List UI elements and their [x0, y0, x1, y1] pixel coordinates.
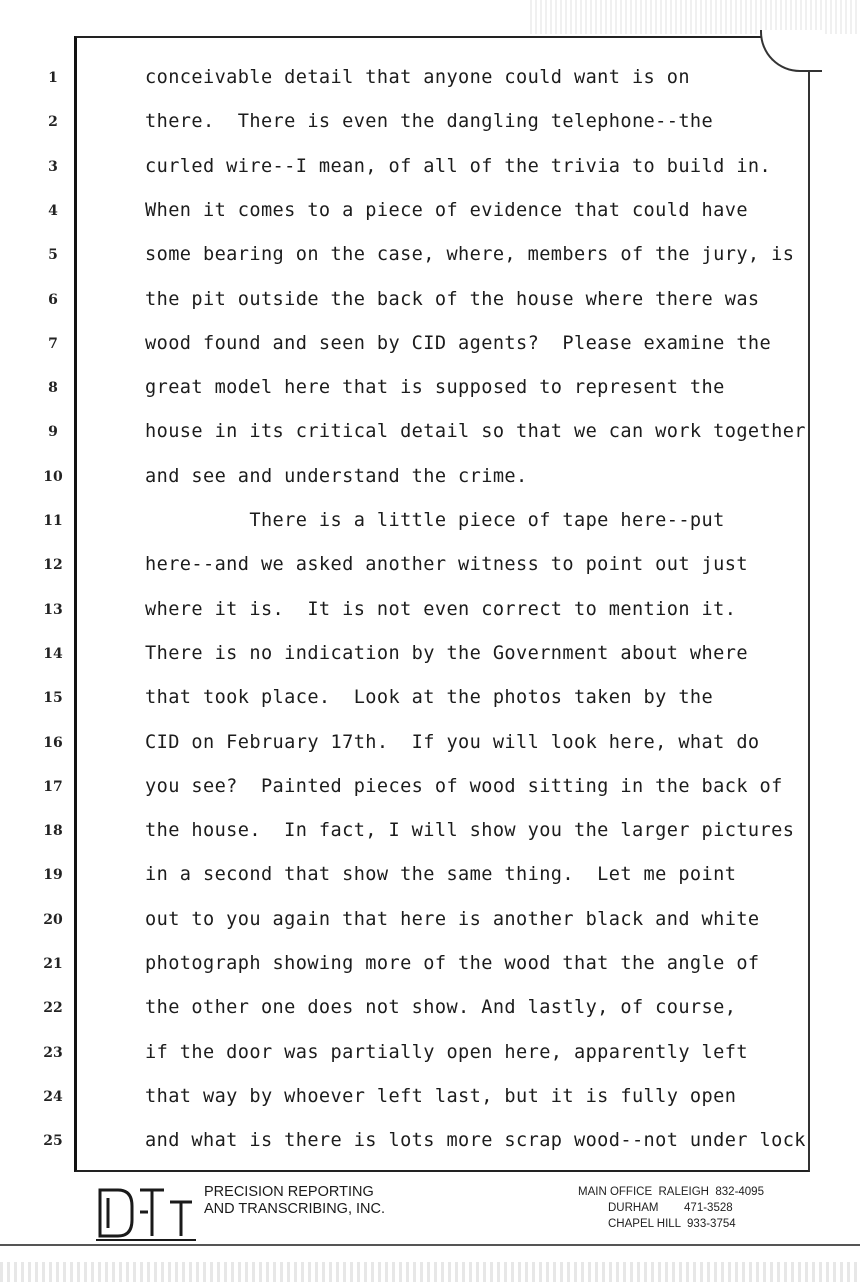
line-number: 8 [48, 380, 58, 396]
line-number: 5 [48, 247, 58, 263]
line-number: 4 [48, 203, 58, 219]
transcript-line: there. There is even the dangling telephone--the [145, 111, 714, 132]
transcript-line: CID on February 17th. If you will look here, what do [145, 732, 760, 753]
transcript-line: and see and understand the crime. [145, 466, 528, 487]
transcript-line: you see? Painted pieces of wood sitting in the back of [145, 776, 783, 797]
line-number: 12 [43, 557, 63, 573]
line-number: 3 [48, 159, 58, 175]
transcript-line: the pit outside the back of the house where there was [145, 289, 760, 310]
transcript-line: out to you again that here is another black and white [145, 909, 760, 930]
line-number: 18 [43, 823, 63, 839]
footer [96, 1180, 816, 1250]
line-number: 22 [43, 1000, 63, 1016]
bottom-rule [0, 1244, 860, 1246]
transcript-line: wood found and seen by CID agents? Please examine the [145, 333, 772, 354]
company-name-line-2: AND TRANSCRIBING, INC. [204, 1201, 386, 1217]
transcript-line: conceivable detail that anyone could want is on [145, 67, 690, 88]
transcript-line: that way by whoever left last, but it is fully open [145, 1086, 737, 1107]
transcript-line: in a second that show the same thing. Let me point [145, 864, 737, 885]
transcript-line: where it is. It is not even correct to mention it. [145, 599, 737, 620]
line-number: 23 [43, 1045, 63, 1061]
office-main-raleigh: MAIN OFFICE RALEIGH 832-4095 [578, 1186, 764, 1198]
transcript-line: if the door was partially open here, apparently left [145, 1042, 748, 1063]
line-number: 6 [48, 292, 58, 308]
scan-noise-top [530, 0, 860, 34]
office-chapel-hill: CHAPEL HILL 933-3754 [608, 1218, 736, 1230]
line-number: 1 [48, 70, 58, 86]
transcript-line: There is a little piece of tape here--put [145, 510, 725, 531]
transcript-line: curled wire--I mean, of all of the trivia to build in. [145, 156, 772, 177]
transcript-line: When it comes to a piece of evidence that could have [145, 200, 748, 221]
line-number: 17 [43, 779, 63, 795]
line-number: 21 [43, 956, 63, 972]
transcript-line: house in its critical detail so that we can work together [145, 421, 806, 442]
transcript-line: that took place. Look at the photos taken by the [145, 687, 714, 708]
line-number: 24 [43, 1089, 63, 1105]
line-number: 2 [48, 114, 58, 130]
line-number: 25 [43, 1133, 63, 1149]
line-number: 20 [43, 912, 63, 928]
line-number: 19 [43, 867, 63, 883]
line-number: 11 [43, 513, 63, 529]
transcript-line: some bearing on the case, where, members of the jury, is [145, 244, 795, 265]
company-name [204, 1184, 385, 1218]
transcript-line: the house. In fact, I will show you the larger pictures [145, 820, 795, 841]
office-phone-list [578, 1184, 764, 1232]
line-number: 15 [43, 690, 63, 706]
transcript-line: and what is there is lots more scrap wood--not under lock [145, 1130, 806, 1151]
line-number: 7 [48, 336, 58, 352]
line-number: 13 [43, 602, 63, 618]
transcript-line: There is no indication by the Government about where [145, 643, 748, 664]
office-durham: DURHAM 471-3528 [608, 1202, 733, 1214]
transcript-line: photograph showing more of the wood that the angle of [145, 953, 760, 974]
line-number: 10 [43, 469, 63, 485]
transcript-line: here--and we asked another witness to point out just [145, 554, 748, 575]
company-name-line-1: PRECISION REPORTING [204, 1184, 374, 1200]
line-number: 16 [43, 735, 63, 751]
line-number: 9 [48, 424, 58, 440]
transcript-line: the other one does not show. And lastly, of course, [145, 997, 737, 1018]
line-number: 14 [43, 646, 63, 662]
company-logo-icon [96, 1184, 196, 1242]
transcript-line: great model here that is supposed to represent the [145, 377, 725, 398]
scan-noise-bottom [0, 1262, 860, 1282]
